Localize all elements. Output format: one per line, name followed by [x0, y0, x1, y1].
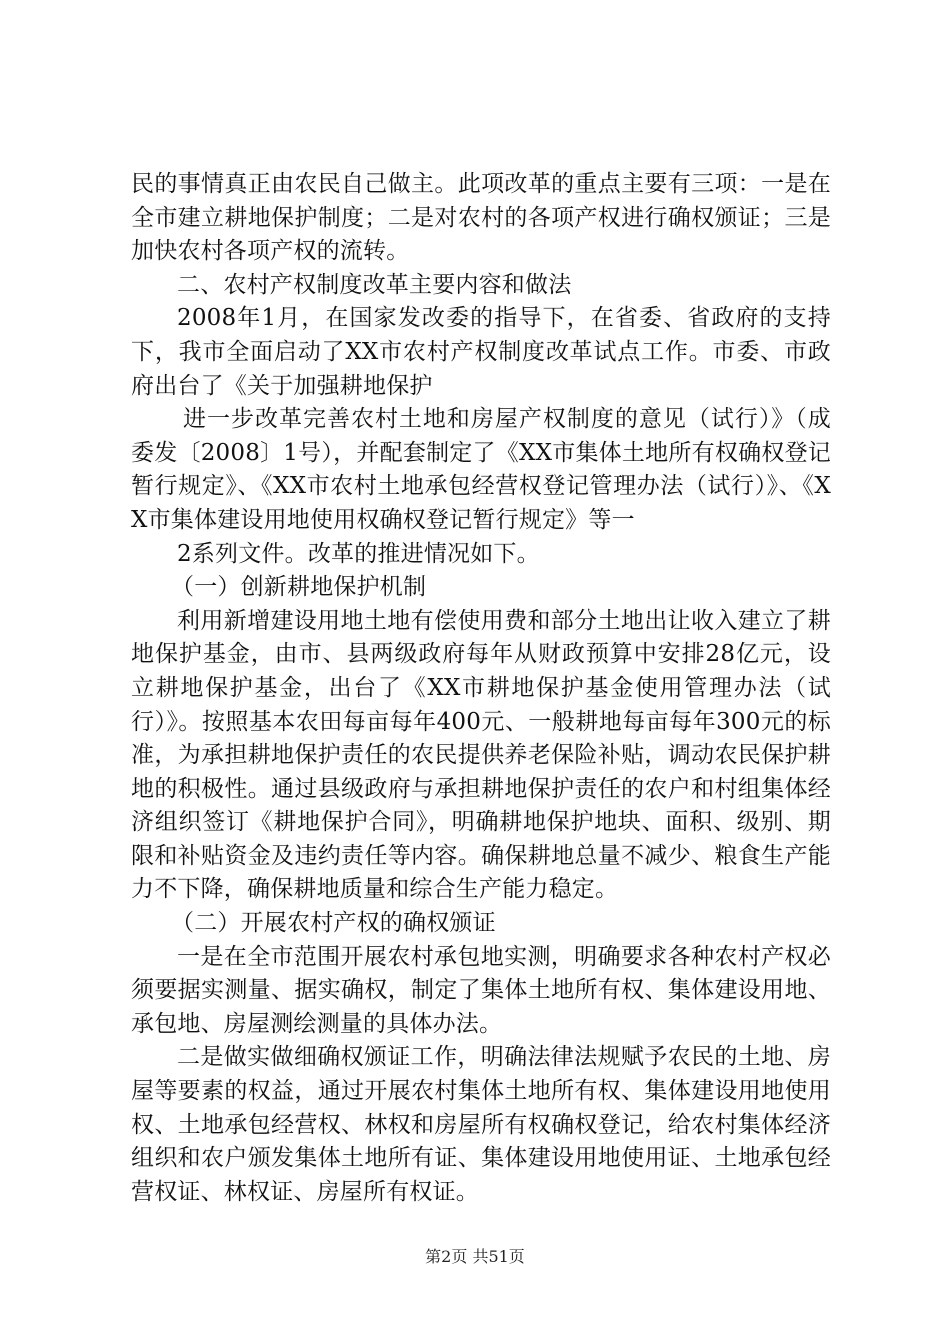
paragraph-protection-fund: 利用新增建设用地土地有偿使用费和部分土地出让收入建立了耕地保护基金，由市、县两级政府每年从财政预算中安排28亿元，设立耕地保护基金，出台了《XX市耕地保护基金使用管理办法（试行）》。按照基本农田每亩每年400元、一般耕地每亩每年300元的标准，为承担耕地保护责任的农民提供养老保险补贴，调动农民保护耕地的积极性。通过县级政府与承担耕地保护责任的农户和村组集体经济组织签订《耕地保护合同》，明确耕地保护地块、面积、级别、期限和补贴资金及违约责任等内容。确保耕地总量不减少、粮食生产能力不下降，确保耕地质量和综合生产能力稳定。: [131, 607, 831, 903]
page-number-footer: 第2页 共51页: [425, 1247, 525, 1266]
subheading-2: （二）开展农村产权的确权颁证: [171, 910, 496, 937]
paragraph-series: 2系列文件。改革的推进情况如下。: [177, 540, 540, 567]
paragraph-certification: 二是做实做细确权颁证工作，明确法律法规赋予农民的土地、房屋等要素的权益，通过开展农村集体土地所有权、集体建设用地使用权、土地承包经营权、林权和房屋所有权确权登记，给农村集体经济组织和农户颁发集体土地所有证、集体建设用地使用证、土地承包经营权证、林权证、房屋所有权证。: [131, 1044, 831, 1205]
paragraph-survey: 一是在全市范围开展农村承包地实测，明确要求各种农村产权必须要据实测量、据实确权，制定了集体土地所有权、集体建设用地、承包地、房屋测绘测量的具体办法。: [131, 943, 831, 1037]
document-body: [131, 168, 831, 1209]
paragraph-1: 民的事情真正由农民自己做主。此项改革的重点主要有三项：一是在全市建立耕地保护制度；二是对农村的各项产权进行确权颁证；三是加快农村各项产权的流转。: [131, 171, 831, 265]
subheading-1: （一）创新耕地保护机制: [171, 574, 427, 601]
paragraph-2008: 2008年1月，在国家发改委的指导下，在省委、省政府的支持下，我市全面启动了XX市农村产权制度改革试点工作。市委、市政府出台了《关于加强耕地保护: [131, 305, 831, 399]
paragraph-opinion: 进一步改革完善农村土地和房屋产权制度的意见（试行）》（成委发〔2008〕1号），并配套制定了《XX市集体土地所有权确权登记暂行规定》、《XX市农村土地承包经营权登记管理办法（试行）》、《XX市集体建设用地使用权确权登记暂行规定》等一: [131, 406, 831, 533]
section-heading-2: 二、农村产权制度改革主要内容和做法: [177, 271, 572, 298]
